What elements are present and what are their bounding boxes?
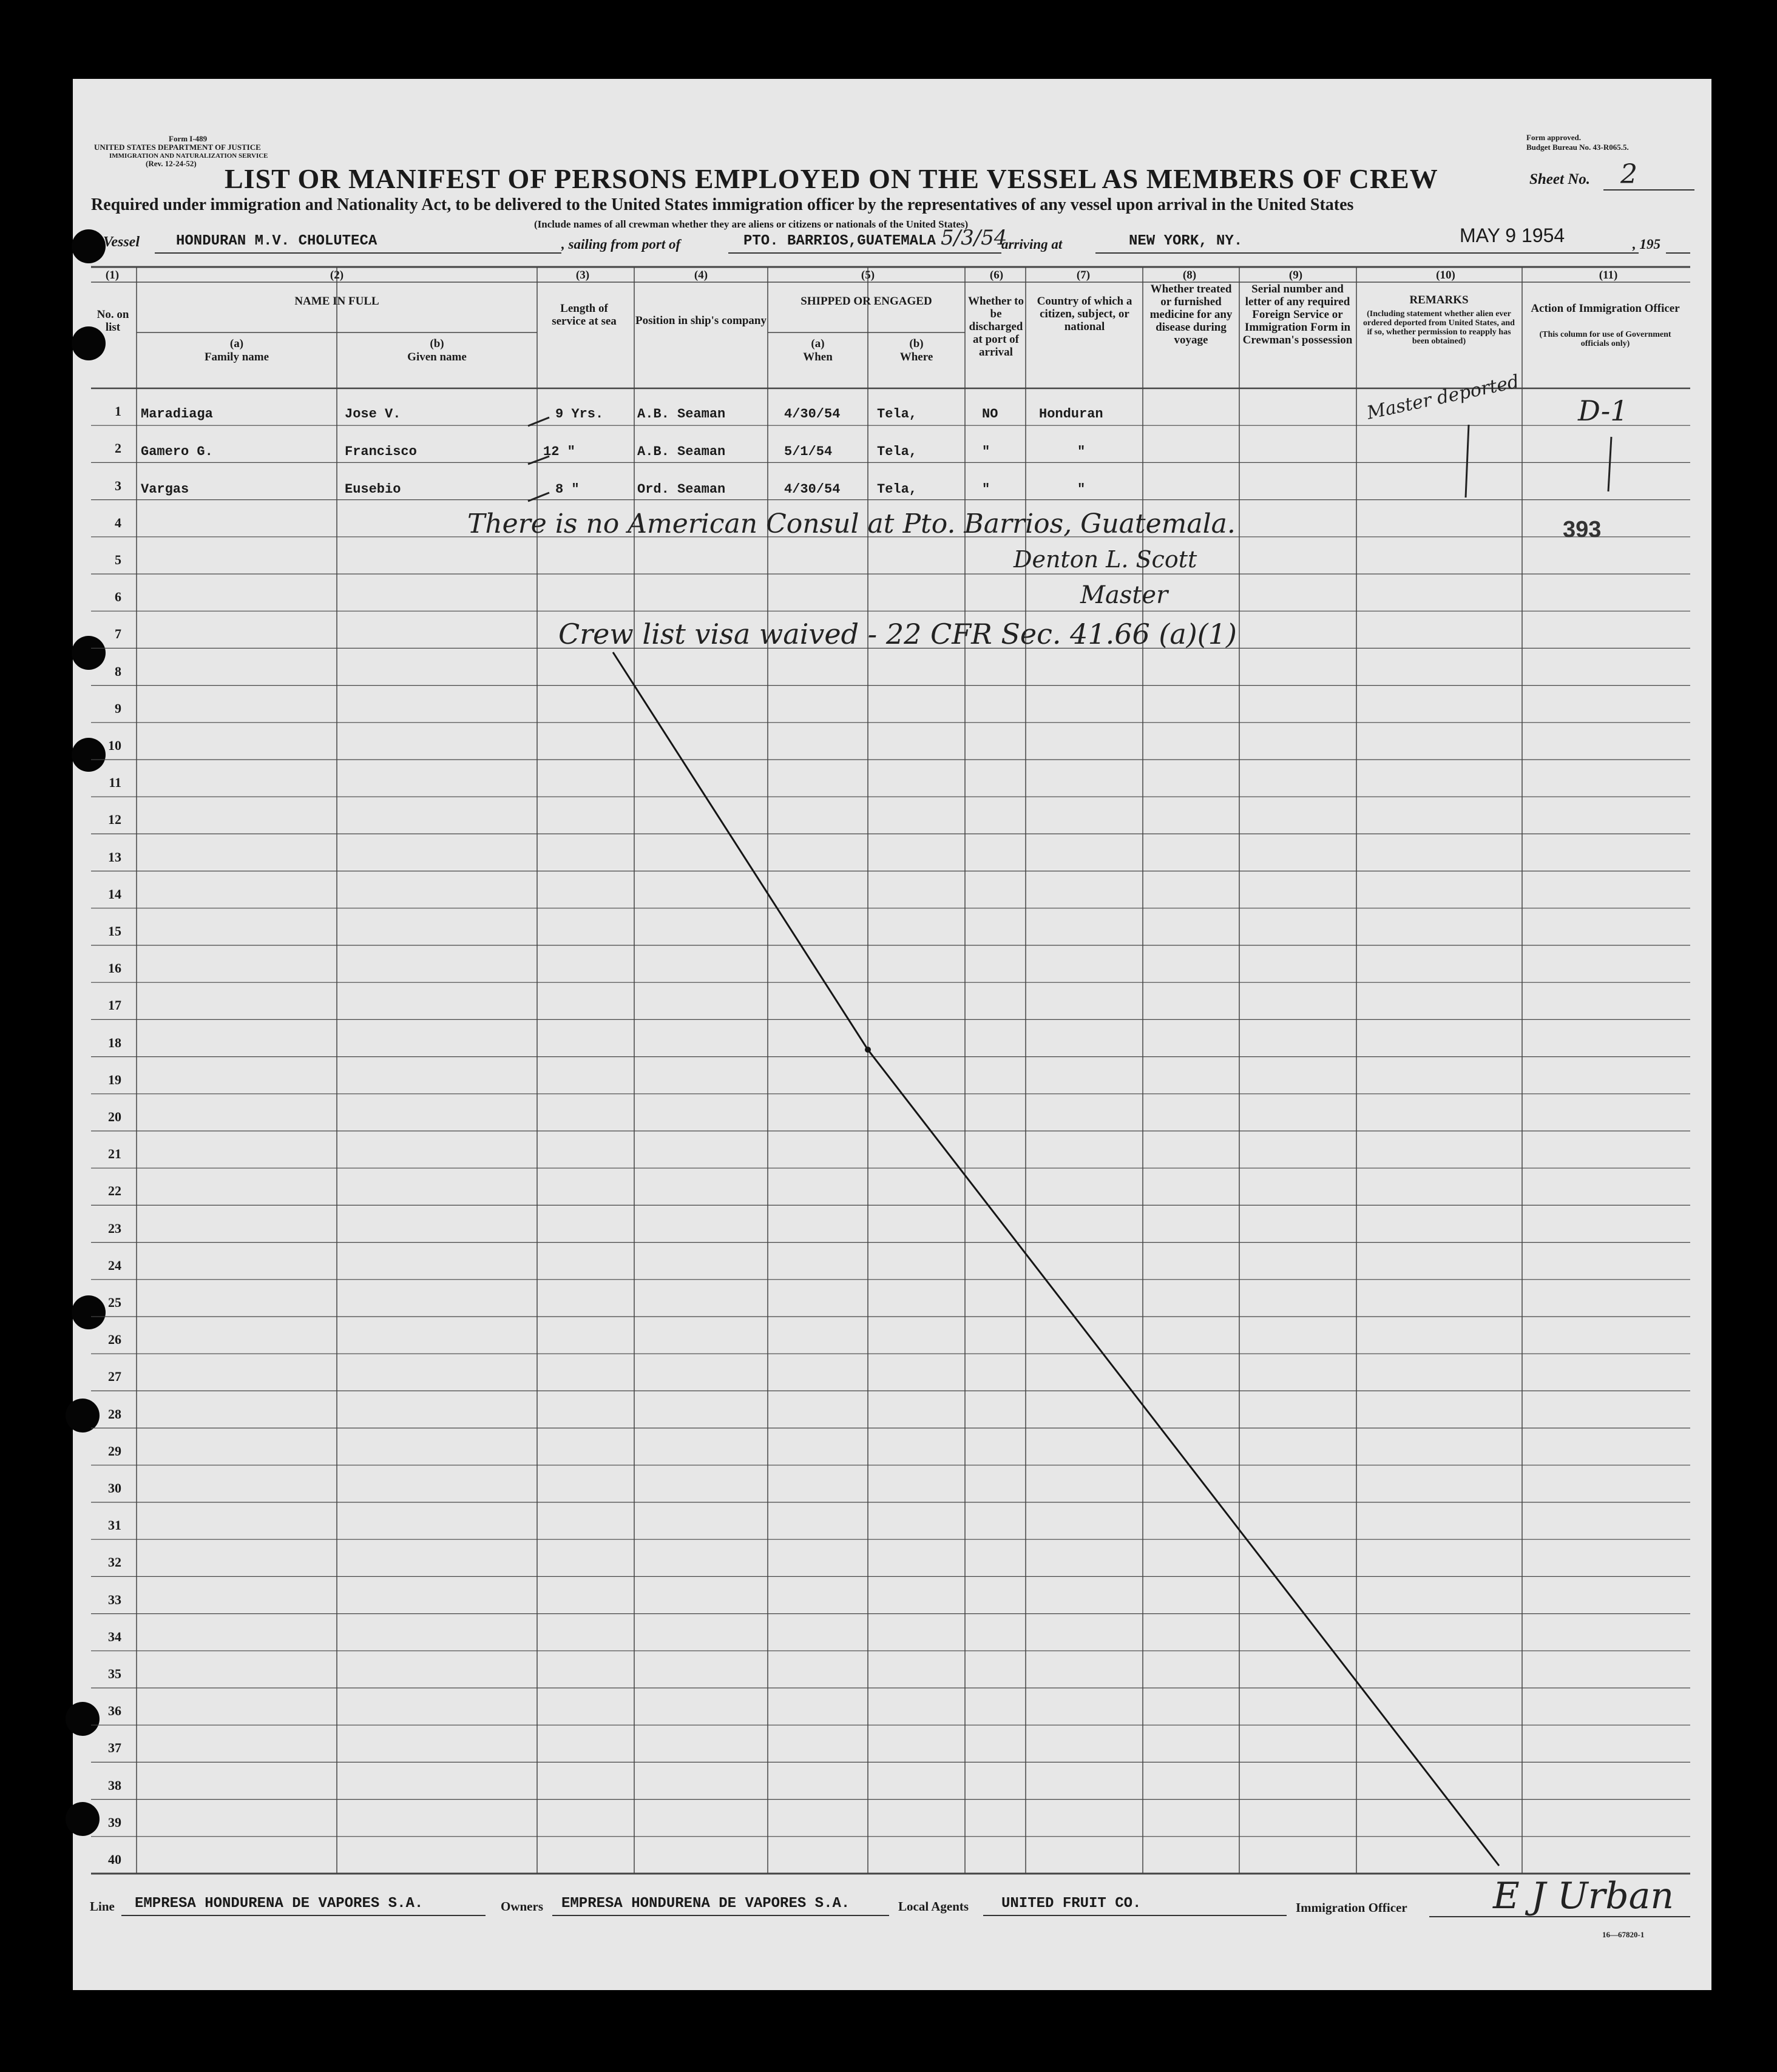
agents-value: UNITED FRUIT CO.: [1001, 1895, 1142, 1912]
service-strike: [528, 417, 549, 426]
discharged: NO: [982, 407, 998, 422]
header-length-of-service: Length of service at sea: [552, 302, 617, 328]
header-medicine: Whether treated or furnished medicine for any disease during voyage: [1149, 283, 1233, 346]
engaged-where: Tela,: [877, 482, 918, 497]
row-number: 40: [108, 1852, 121, 1867]
row-number: 38: [108, 1777, 121, 1793]
row-number: 3: [115, 478, 121, 493]
row-number: 11: [109, 775, 121, 791]
col-num-2: (2): [330, 269, 344, 282]
sheet-label: Sheet No.: [1529, 171, 1590, 187]
action-d1: D-1: [1578, 394, 1628, 427]
arrival-date-stamp: MAY 9 1954: [1460, 224, 1565, 246]
row-number: 8: [115, 663, 121, 679]
row-number: 37: [108, 1740, 121, 1756]
year-suffix: , 195: [1633, 237, 1660, 252]
header-remarks: REMARKS: [1409, 294, 1469, 306]
owners-value: EMPRESA HONDURENA DE VAPORES S.A.: [561, 1895, 850, 1912]
header-when-num: (a): [811, 337, 825, 350]
header-given-name: Given name: [407, 351, 467, 363]
row-number: 24: [108, 1257, 121, 1273]
row-number: 34: [108, 1628, 121, 1644]
row-number: 15: [108, 923, 121, 939]
header-remarks-sub: (Including statement whether alien ever ordered deported from United States, and if so, whether permission to reapply has been obtained): [1363, 309, 1515, 346]
sailing-label: , sailing from port of: [561, 237, 681, 252]
line-underline: [121, 1915, 486, 1916]
row-number: 16: [108, 960, 121, 976]
row-number: 2: [115, 440, 121, 456]
header-action: Action of Immigration Officer: [1531, 302, 1680, 315]
header-shipped-or-engaged: SHIPPED OR ENGAGED: [800, 295, 932, 308]
budget-bureau: Budget Bureau No. 43-R065.5.: [1526, 143, 1629, 152]
row-number: 12: [108, 812, 121, 828]
row-number: 36: [108, 1703, 121, 1719]
visa-waived-note: Crew list visa waived - 22 CFR Sec. 41.66 (a)(1): [558, 618, 1237, 650]
void-line-dot: [865, 1047, 871, 1053]
col-num-6: (6): [989, 269, 1004, 282]
row-number: 10: [108, 738, 121, 753]
row-number: 39: [108, 1814, 121, 1830]
sailing-date: 5/3/54: [941, 226, 1007, 250]
header-discharged: Whether to be discharged at port of arrival: [968, 295, 1024, 359]
engaged-when: 5/1/54: [784, 444, 833, 459]
row-number: 4: [115, 515, 121, 530]
arrival-port: NEW YORK, NY.: [1129, 233, 1243, 249]
row-number: 28: [108, 1406, 121, 1422]
row-number: 20: [108, 1109, 121, 1124]
action-stamp-number: 393: [1563, 517, 1602, 542]
length-of-service: 12 ": [543, 444, 575, 459]
row-number: 32: [108, 1554, 121, 1570]
row-number: 17: [108, 997, 121, 1013]
col-num-3: (3): [575, 269, 590, 282]
row-number: 21: [108, 1146, 121, 1162]
col-num-4: (4): [694, 269, 708, 282]
agency-subname: IMMIGRATION AND NATURALIZATION SERVICE: [109, 152, 268, 160]
country: Honduran: [1039, 407, 1103, 422]
consul-note: There is no American Consul at Pto. Barrios, Guatemala.: [467, 508, 1236, 539]
form-title: LIST OR MANIFEST OF PERSONS EMPLOYED ON THE VESSEL AS MEMBERS OF CREW: [225, 163, 1438, 194]
row-number: 23: [108, 1220, 121, 1236]
form-note: (Include names of all crewman whether they are aliens or citizens or nationals of the United States): [534, 218, 969, 230]
col-num-11: (11): [1599, 269, 1618, 282]
sheet-number: 2: [1620, 159, 1637, 190]
master-signature: Denton L. Scott: [1014, 546, 1197, 573]
col-num-9: (9): [1288, 269, 1303, 282]
header-position: Position in ship's company: [635, 314, 767, 327]
position: Ord. Seaman: [637, 482, 726, 497]
remark-ditto-line: [1466, 425, 1469, 498]
form-subtitle: Required under immigration and Nationality Act, to be delivered to the United States immigration officer by the representatives of any vessel upon arrival in the United States: [91, 195, 1354, 214]
header-family-name: Family name: [204, 351, 269, 363]
col-num-8: (8): [1182, 269, 1197, 282]
col-num-5: (5): [861, 269, 875, 282]
row-number: 5: [115, 552, 121, 567]
discharged: ": [982, 444, 990, 459]
print-code: 16—67820-1: [1602, 1930, 1645, 1939]
engaged-when: 4/30/54: [784, 482, 841, 497]
col-num-7: (7): [1076, 269, 1091, 282]
given-name: Eusebio: [345, 482, 401, 497]
row-number: 35: [108, 1666, 121, 1681]
header-family-name-num: (a): [229, 337, 244, 350]
header-where: Where: [899, 351, 933, 363]
officer-underline: [1429, 1916, 1690, 1917]
given-name: Jose V.: [345, 407, 401, 422]
master-title: Master: [1080, 581, 1168, 609]
agents-label: Local Agents: [898, 1899, 969, 1914]
row-number: 27: [108, 1369, 121, 1385]
owners-label: Owners: [501, 1899, 543, 1914]
header-where-num: (b): [909, 337, 924, 350]
header-no-on-list: No. on list: [96, 308, 129, 334]
officer-signature: E J Urban: [1493, 1875, 1674, 1917]
line-value: EMPRESA HONDURENA DE VAPORES S.A.: [135, 1895, 424, 1912]
position: A.B. Seaman: [637, 444, 726, 459]
header-action-sub: (This column for use of Government officials only): [1539, 330, 1671, 348]
length-of-service: 8 ": [555, 482, 580, 497]
header-country: Country of which a citizen, subject, or national: [1037, 295, 1132, 333]
arriving-label: arriving at: [1001, 237, 1063, 252]
engaged-where: Tela,: [877, 407, 918, 422]
country: ": [1077, 482, 1086, 497]
vessel-label: Vessel: [103, 234, 140, 250]
action-ditto-line: [1608, 437, 1611, 491]
form-number: Form I-489: [169, 134, 208, 143]
agents-underline: [983, 1915, 1287, 1916]
row-number: 26: [108, 1332, 121, 1348]
family-name: Vargas: [141, 482, 189, 497]
header-given-name-num: (b): [430, 337, 444, 350]
header-serial-number: Serial number and letter of any required Foreign Service or Immigration Form in Crewman's possession: [1242, 283, 1353, 346]
row-number: 14: [108, 886, 121, 902]
row-number: 29: [108, 1443, 121, 1459]
family-name: Maradiaga: [141, 407, 213, 422]
row-number: 13: [108, 849, 121, 865]
engaged-where: Tela,: [877, 444, 918, 459]
discharged: ": [982, 482, 990, 497]
country: ": [1077, 444, 1086, 459]
header-name-in-full: NAME IN FULL: [294, 295, 379, 308]
row-number: 30: [108, 1480, 121, 1496]
engaged-when: 4/30/54: [784, 407, 841, 422]
family-name: Gamero G.: [141, 444, 213, 459]
row-number: 7: [115, 626, 121, 642]
officer-label: Immigration Officer: [1296, 1900, 1407, 1915]
given-name: Francisco: [345, 444, 417, 459]
row-number: 1: [115, 403, 121, 419]
vessel-name: HONDURAN M.V. CHOLUTECA: [176, 233, 377, 249]
header-when: When: [803, 351, 833, 363]
row-number: 33: [108, 1591, 121, 1607]
sailing-port: PTO. BARRIOS,GUATEMALA: [743, 233, 936, 249]
row-number: 6: [115, 589, 121, 605]
row-number: 25: [108, 1295, 121, 1310]
remark-master-deported: Master deported: [1365, 371, 1521, 424]
form-approved: Form approved.: [1526, 133, 1582, 142]
line-label: Line: [90, 1899, 115, 1914]
row-number: 31: [108, 1517, 121, 1533]
row-number: 19: [108, 1071, 121, 1087]
col-num-10: (10): [1436, 269, 1455, 282]
form-revision: (Rev. 12-24-52): [146, 159, 197, 168]
agency-name: UNITED STATES DEPARTMENT OF JUSTICE: [94, 143, 261, 152]
position: A.B. Seaman: [637, 407, 726, 422]
row-number: 18: [108, 1034, 121, 1050]
row-number: 9: [115, 700, 121, 716]
owners-underline: [552, 1915, 889, 1916]
col-num-1: (1): [105, 269, 120, 282]
row-number: 22: [108, 1183, 121, 1199]
length-of-service: 9 Yrs.: [555, 407, 604, 422]
